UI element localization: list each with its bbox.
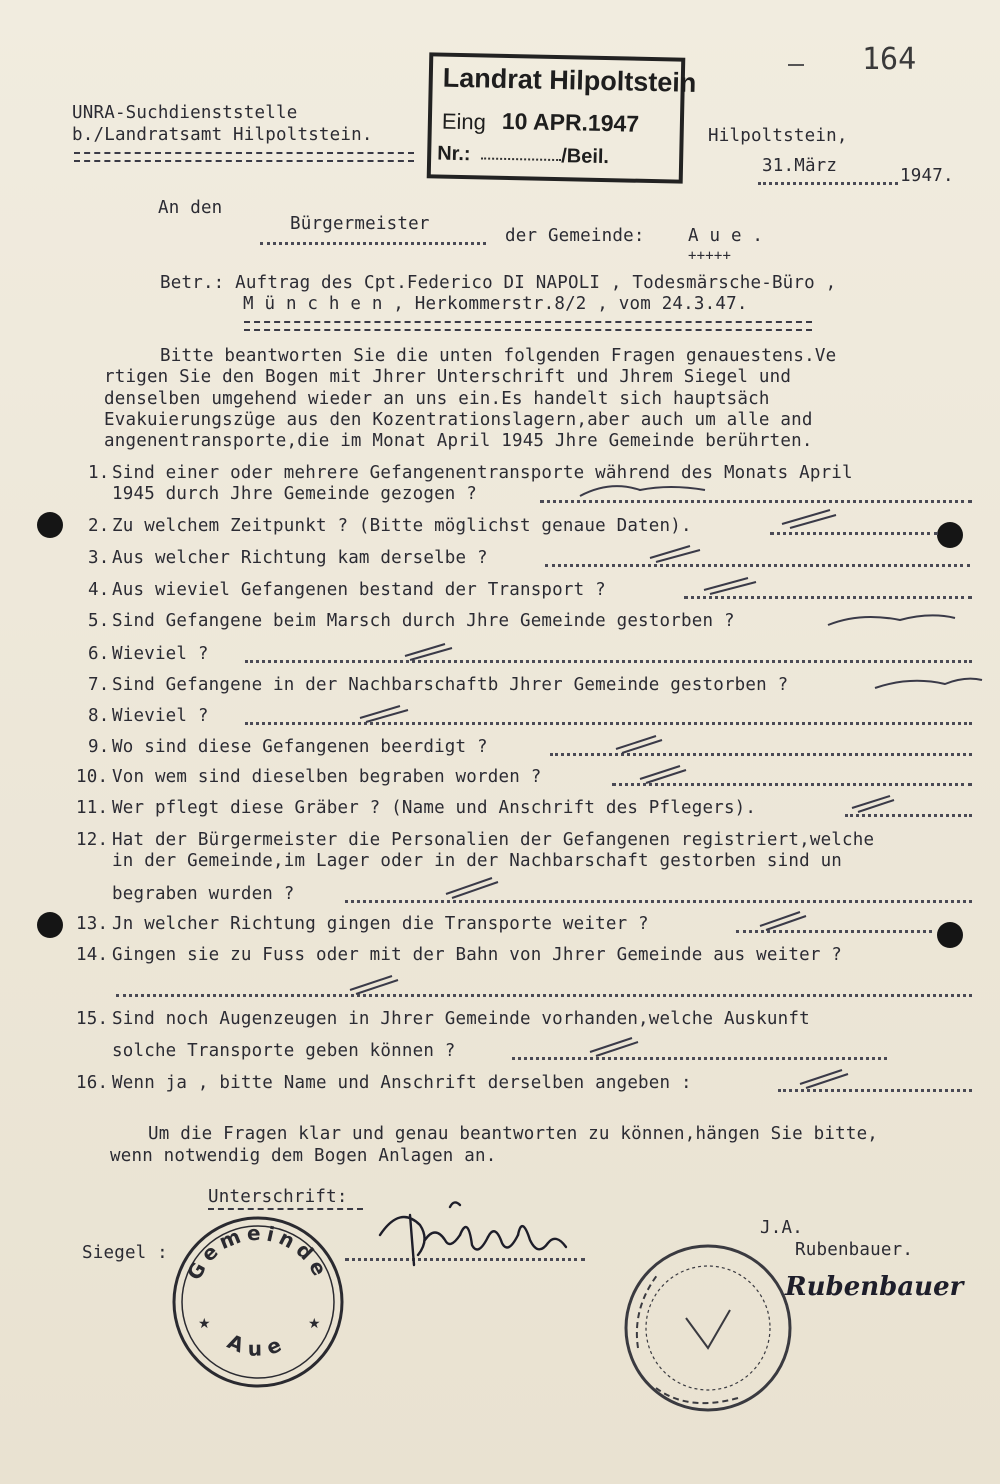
answer-dots (612, 779, 972, 786)
question-text: Von wem sind dieselben begraben worden ? (112, 767, 542, 787)
intro-line-3: denselben umgehend wieder an uns ein.Es handelt sich hauptsäch (104, 389, 770, 409)
stamp-title: Landrat Hilpoltstein (442, 62, 697, 98)
intro-line-5: angenentransporte,die im Monat April 1945 Jhre Gemeinde berührten. (104, 431, 813, 451)
question-number: 8. (88, 706, 110, 726)
question-text: Aus wieviel Gefangenen bestand der Transport ? (112, 580, 606, 600)
stamp-date: 10 APR.1947 (501, 107, 640, 137)
question-text: in der Gemeinde,im Lager oder in der Nachbarschaft gestorben sind un (112, 851, 843, 871)
intro-line-2: rtigen Sie den Bogen mit Jhrer Unterschrift und Jhrem Siegel und (104, 367, 792, 387)
siegel-label: Siegel : (82, 1243, 168, 1263)
question-number: 1. (88, 463, 110, 483)
question-text: Sind Gefangene in der Nachbarschaftb Jhrer Gemeinde gestorben ? (112, 675, 789, 695)
an-den: An den (158, 198, 223, 218)
question-number: 4. (88, 580, 110, 600)
date-dots (758, 178, 898, 185)
answer-dots (512, 1053, 887, 1060)
question-number: 11. (76, 798, 109, 818)
org-underline (74, 152, 414, 162)
answer-dots (540, 496, 972, 503)
answer-dots (684, 592, 972, 599)
question-text: Wer pflegt diese Gräber ? (Name und Anschrift des Pflegers). (112, 798, 757, 818)
mayor-signature (370, 1195, 590, 1275)
question-text: Gingen sie zu Fuss oder mit der Bahn von Jhrer Gemeinde aus weiter ? (112, 945, 843, 965)
stamp-beil-label: /Beil. (560, 145, 610, 169)
question-text: Wenn ja , bitte Name und Anschrift derselben angeben : (112, 1073, 692, 1093)
question-text: Hat der Bürgermeister die Personalien der Gefangenen registriert,welche (112, 830, 875, 850)
gemeinde-label: der Gemeinde: (505, 226, 645, 246)
stamp-nr-label: Nr.: (436, 142, 471, 166)
ja-label: J.A. (760, 1218, 803, 1238)
seal-gemeinde (168, 1210, 348, 1390)
unterschrift-label: Unterschrift: (208, 1187, 348, 1207)
place: Hilpoltstein, (708, 126, 848, 146)
closing-line-1: Um die Fragen klar und genau beantworten zu können,hängen Sie bitte, (148, 1124, 879, 1144)
question-number: 10. (76, 767, 109, 787)
org-line-1: UNRA-Suchdienststelle (72, 103, 298, 123)
punch-hole (937, 522, 963, 548)
question-number: 13. (76, 914, 109, 934)
question-text: Sind noch Augenzeugen in Jhrer Gemeinde vorhanden,welche Auskunft (112, 1009, 810, 1029)
receipt-stamp (427, 52, 697, 183)
seal-bottom-text: Aue (223, 1329, 293, 1361)
org-line-2: b./Landratsamt Hilpoltstein. (72, 125, 373, 145)
closing-line-2: wenn notwendig dem Bogen Anlagen an. (110, 1146, 497, 1166)
svg-text:★: ★ (198, 1316, 211, 1332)
question-text: 1945 durch Jhre Gemeinde gezogen ? (112, 484, 478, 504)
svg-text:Aue (224, 1329, 292, 1361)
question-number: 6. (88, 644, 110, 664)
punch-hole (37, 512, 63, 538)
question-number: 7. (88, 675, 110, 695)
answer-dots (778, 1085, 972, 1092)
question-text: Jn welcher Richtung gingen die Transporte weiter ? (112, 914, 649, 934)
answer-dots (116, 990, 972, 997)
question-number: 5. (88, 611, 110, 631)
subject-underline (244, 321, 812, 331)
answer-dots (545, 560, 970, 567)
question-text: Sind einer oder mehrere Gefangenentransporte während des Monats April (112, 463, 853, 483)
gemeinde-name: A u e . (688, 226, 764, 246)
question-text: begraben wurden ? (112, 884, 295, 904)
subject-line-2: M ü n c h e n , Herkommerstr.8/2 , vom 24.3.47. (243, 294, 748, 314)
question-text: Sind Gefangene beim Marsch durch Jhre Gemeinde gestorben ? (112, 611, 735, 631)
question-number: 2. (88, 516, 110, 536)
intro-line-4: Evakuierungszüge aus den Kozentrationslagern,aber auch um alle and (104, 410, 813, 430)
question-text: Zu welchem Zeitpunkt ? (Bitte möglichst genaue Daten). (112, 516, 692, 536)
question-text: Wieviel ? (112, 706, 209, 726)
recipient-dots (260, 238, 486, 245)
date-year: 1947. (900, 166, 954, 186)
intro-line-1: Bitte beantworten Sie die unten folgenden Fragen genauestens.Ve (160, 346, 837, 366)
question-number: 3. (88, 548, 110, 568)
signer-name: Rubenbauer. (795, 1240, 914, 1260)
answer-dots (736, 926, 932, 933)
punch-hole (937, 922, 963, 948)
svg-text:★: ★ (308, 1316, 321, 1332)
gemeinde-underline: +++++ (688, 248, 732, 264)
stamp-nr-dots (481, 157, 561, 161)
answer-dots (845, 810, 972, 817)
handwritten-signature: Rubenbauer (785, 1272, 964, 1302)
answer-dots (770, 528, 938, 535)
question-text: Wieviel ? (112, 644, 209, 664)
question-text: Wo sind diese Gefangenen beerdigt ? (112, 737, 488, 757)
answer-dots (245, 718, 972, 725)
stamp-eing-label: Eing (441, 108, 487, 135)
punch-hole (37, 912, 63, 938)
answer-dots (245, 656, 972, 663)
question-number: 16. (76, 1073, 109, 1093)
page-dash (788, 64, 804, 66)
question-number: 14. (76, 945, 109, 965)
answer-dots (345, 896, 972, 903)
question-text: solche Transporte geben können ? (112, 1041, 456, 1061)
date-day: 31.März (762, 156, 838, 176)
recipient: Bürgermeister (290, 214, 430, 234)
seal-landrat (618, 1238, 798, 1418)
subject-line-1: Betr.: Auftrag des Cpt.Federico DI NAPOLI , Todesmärsche-Büro , (160, 273, 837, 293)
page-number: 164 (862, 42, 917, 77)
seal-top-text: Gemeinde (181, 1220, 335, 1284)
question-number: 9. (88, 737, 110, 757)
svg-text:Gemeinde (182, 1221, 334, 1284)
answer-dots (550, 749, 972, 756)
question-text: Aus welcher Richtung kam derselbe ? (112, 548, 488, 568)
question-number: 15. (76, 1009, 109, 1029)
question-number: 12. (76, 830, 109, 850)
